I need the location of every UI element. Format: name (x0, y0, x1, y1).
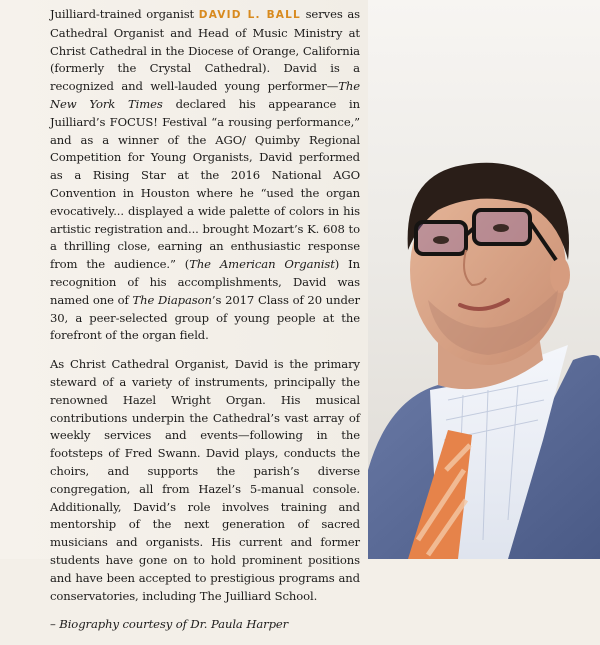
bio-text-1b: declared his appearance in Juilliard’s FOCUS! Festival “a rousing performance,” and as a winner of the AGO/ Quimby Regional Competition for Young Organists, David performed as a Rising Star at the 2016 National AGO Convention in Houston where he “used the organ evocatively... displayed a wide palette of colors in his artistic registration and... brought Mozart’s K. 608 to a thrilling close, earning an enthusiastic response from the audience.” ( (50, 96, 361, 272)
intro-prefix: Juilliard-trained organist (50, 7, 199, 21)
bio-text-1c: ) In recognition of his accomplishments, David was named one of (50, 257, 361, 307)
bio-paragraph-1 (50, 6, 360, 345)
portrait-photo (368, 0, 600, 559)
bio-paragraph-2: As Christ Cathedral Organist, David is the primary steward of a variety of instruments, principally the renowned Hazel Wright Organ. His musical contributions underpin the Cathedral’s vast array of weekly services and events—following in the footsteps of Fred Swann. David plays, conducts the choirs, and supports the parish’s diverse congregation, all from Hazel’s 5-manual console. Additionally, David’s role involves training and mentorship of the next generation of sacred musicians and organists. His current and former students have gone on to hold prominent positions and have been accepted to prestigious programs and conservatories, including The Juilliard School. (50, 357, 360, 603)
biography-text (50, 6, 360, 645)
american-organist-title: The American Organist (189, 257, 335, 272)
bio-text-1d: ’s 2017 Class of 20 under 30, a peer-selected group of young people at the forefront of the organ field. (50, 292, 360, 343)
nyt-title: The New York Times (50, 79, 360, 111)
performer-name: DAVID L. BALL (198, 9, 301, 21)
portrait-illustration (368, 0, 600, 559)
bio-credit: – Biography courtesy of Dr. Paula Harper (50, 617, 289, 632)
bio-text-1a: serves as Cathedral Organist and Head of Music Ministry at Christ Cathedral in the Diocese of Orange, California (formerly the Crystal Cathedral). David is a recognized and well-lauded young performer— (50, 7, 361, 94)
diapason-title: The Diapason (132, 292, 212, 307)
